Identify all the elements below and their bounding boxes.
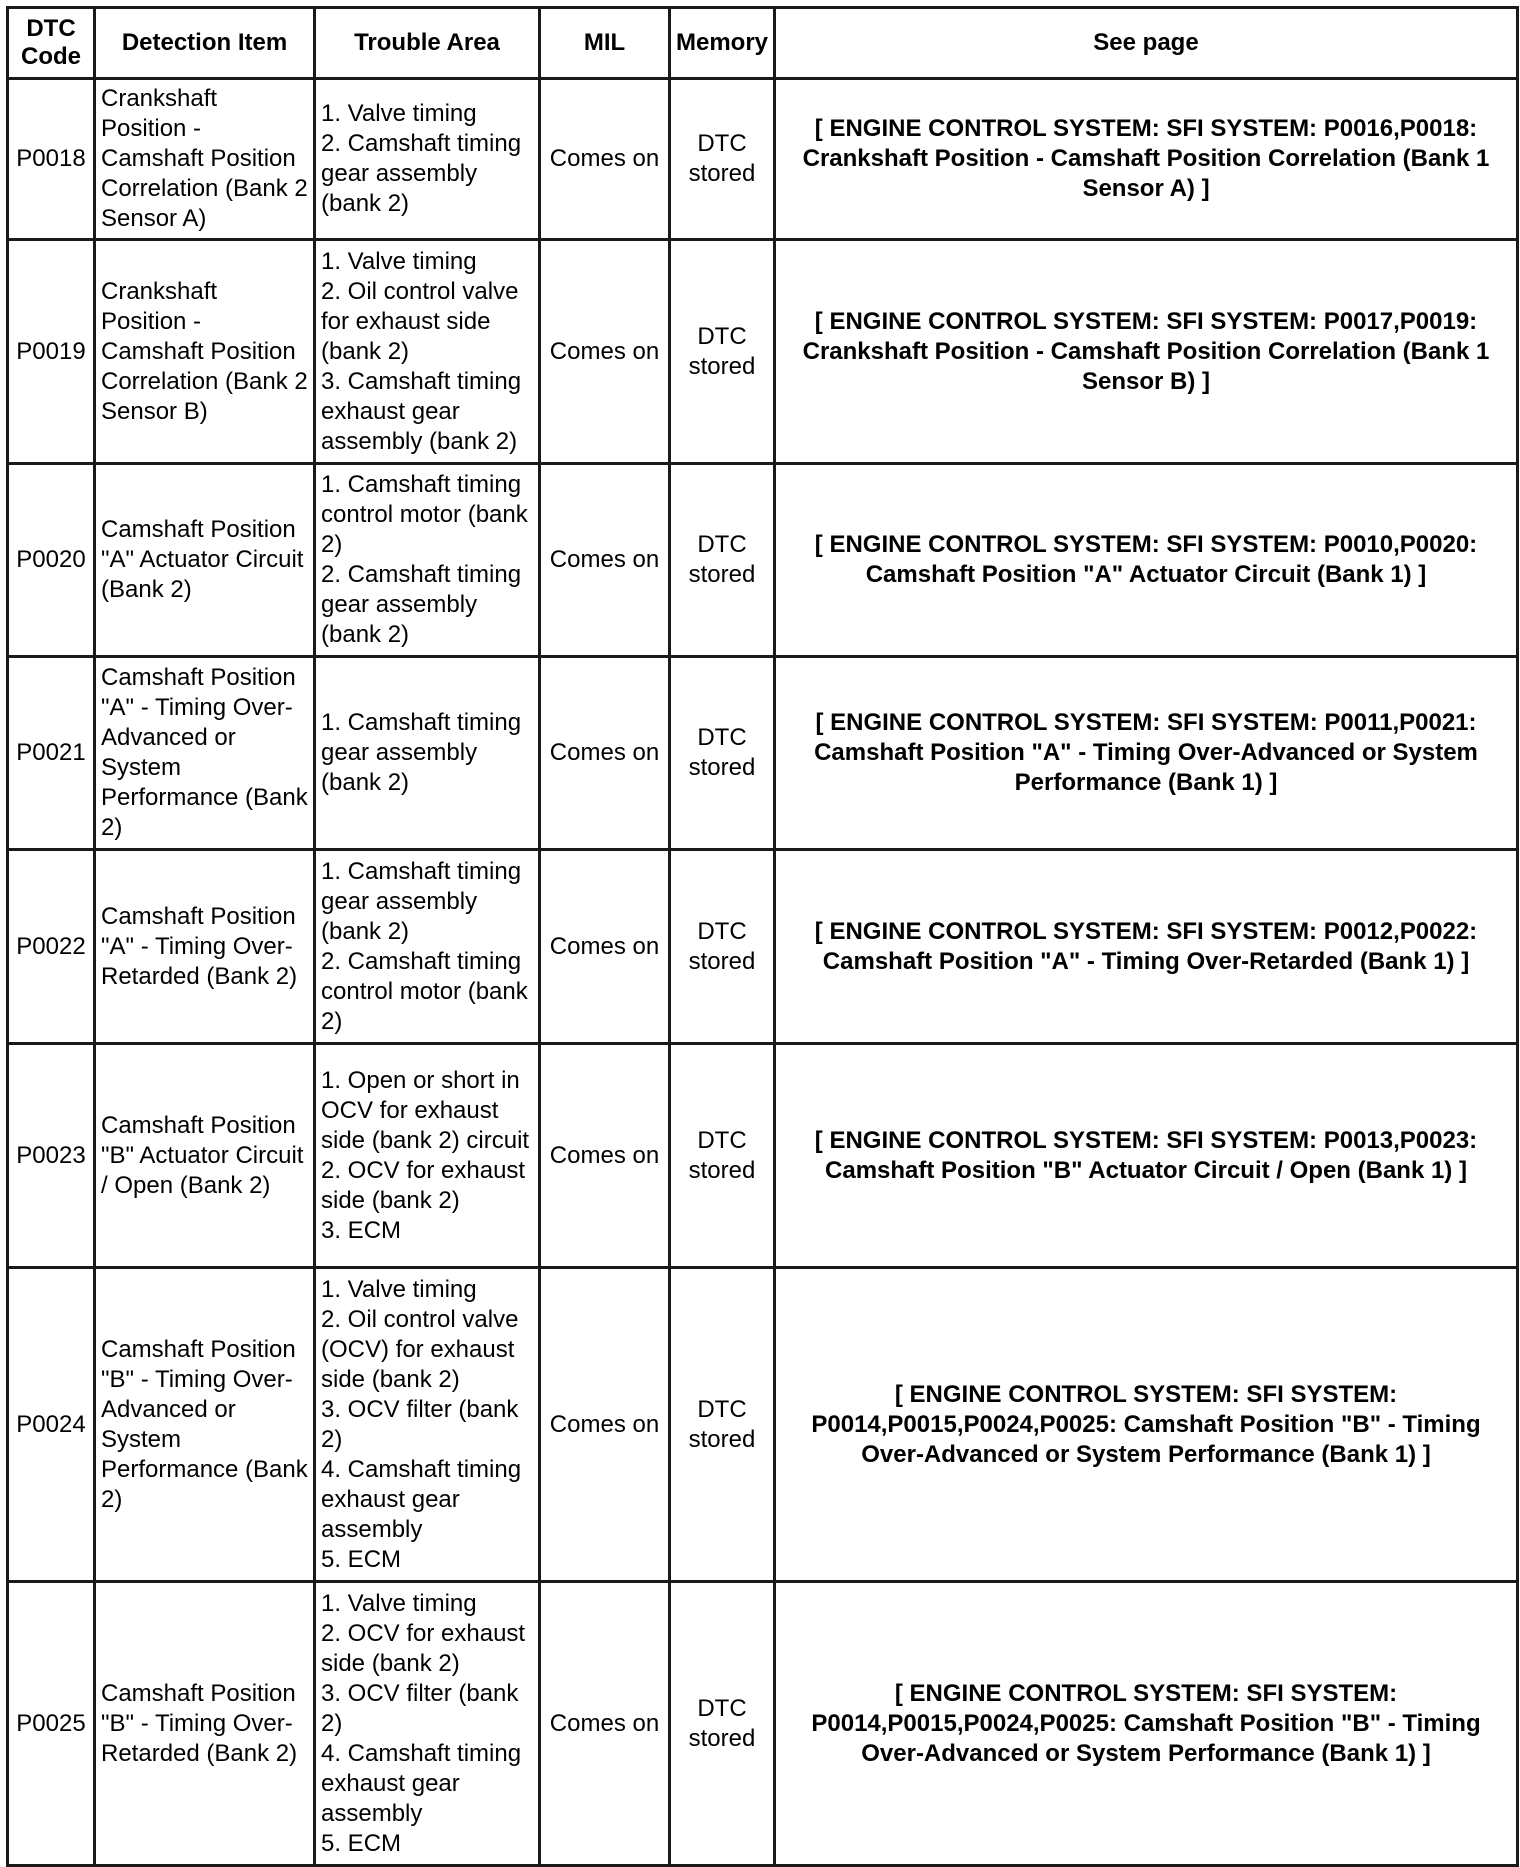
detection-item-cell: Camshaft Position "B" - Timing Over-Advanced or System Performance (Bank 2) bbox=[95, 1268, 315, 1582]
dtc-code-cell: P0018 bbox=[8, 79, 95, 240]
detection-item-cell: Camshaft Position "A" - Timing Over-Advanced or System Performance (Bank 2) bbox=[95, 657, 315, 850]
detection-item-cell: Camshaft Position "A" - Timing Over-Retarded (Bank 2) bbox=[95, 850, 315, 1044]
header-detection-item: Detection Item bbox=[95, 8, 315, 79]
detection-item-cell: Crankshaft Position - Camshaft Position Correlation (Bank 2 Sensor B) bbox=[95, 240, 315, 464]
trouble-area-cell: 1. Valve timing 2. Oil control valve for exhaust side (bank 2) 3. Camshaft timing exhaust gear assembly (bank 2) bbox=[315, 240, 540, 464]
dtc-code-cell: P0022 bbox=[8, 850, 95, 1044]
trouble-area-cell: 1. Open or short in OCV for exhaust side (bank 2) circuit 2. OCV for exhaust side (bank 2) 3. ECM bbox=[315, 1044, 540, 1268]
see-page-link[interactable]: [ ENGINE CONTROL SYSTEM: SFI SYSTEM: P0010,P0020: Camshaft Position "A" Actuator Circuit (Bank 1) ] bbox=[775, 464, 1518, 657]
mil-cell: Comes on bbox=[540, 657, 670, 850]
see-page-link[interactable]: [ ENGINE CONTROL SYSTEM: SFI SYSTEM: P0017,P0019: Crankshaft Position - Camshaft Position Correlation (Bank 1 Sensor B) ] bbox=[775, 240, 1518, 464]
dtc-code-cell: P0019 bbox=[8, 240, 95, 464]
see-page-link[interactable]: [ ENGINE CONTROL SYSTEM: SFI SYSTEM: P0016,P0018: Crankshaft Position - Camshaft Position Correlation (Bank 1 Sensor A) ] bbox=[775, 79, 1518, 240]
memory-cell: DTC stored bbox=[670, 240, 775, 464]
mil-cell: Comes on bbox=[540, 1582, 670, 1866]
see-page-link[interactable]: [ ENGINE CONTROL SYSTEM: SFI SYSTEM: P0014,P0015,P0024,P0025: Camshaft Position "B" - Timing Over-Advanced or System Performance (Bank 1) ] bbox=[775, 1268, 1518, 1582]
mil-cell: Comes on bbox=[540, 79, 670, 240]
memory-cell: DTC stored bbox=[670, 79, 775, 240]
mil-cell: Comes on bbox=[540, 1268, 670, 1582]
mil-cell: Comes on bbox=[540, 464, 670, 657]
mil-cell: Comes on bbox=[540, 1044, 670, 1268]
memory-cell: DTC stored bbox=[670, 1582, 775, 1866]
dtc-code-cell: P0020 bbox=[8, 464, 95, 657]
header-dtc-code: DTC Code bbox=[8, 8, 95, 79]
detection-item-cell: Camshaft Position "B" - Timing Over-Retarded (Bank 2) bbox=[95, 1582, 315, 1866]
table-row bbox=[8, 464, 1518, 657]
trouble-area-cell: 1. Valve timing 2. Camshaft timing gear assembly (bank 2) bbox=[315, 79, 540, 240]
mil-cell: Comes on bbox=[540, 240, 670, 464]
table-row bbox=[8, 79, 1518, 240]
table-row bbox=[8, 850, 1518, 1044]
detection-item-cell: Camshaft Position "A" Actuator Circuit (Bank 2) bbox=[95, 464, 315, 657]
table-row bbox=[8, 1268, 1518, 1582]
trouble-area-cell: 1. Valve timing 2. Oil control valve (OCV) for exhaust side (bank 2) 3. OCV filter (bank 2) 4. Camshaft timing exhaust gear assembly 5. ECM bbox=[315, 1268, 540, 1582]
memory-cell: DTC stored bbox=[670, 1268, 775, 1582]
detection-item-cell: Crankshaft Position - Camshaft Position Correlation (Bank 2 Sensor A) bbox=[95, 79, 315, 240]
table-row bbox=[8, 1582, 1518, 1866]
dtc-code-cell: P0023 bbox=[8, 1044, 95, 1268]
memory-cell: DTC stored bbox=[670, 464, 775, 657]
memory-cell: DTC stored bbox=[670, 657, 775, 850]
header-memory: Memory bbox=[670, 8, 775, 79]
header-mil: MIL bbox=[540, 8, 670, 79]
header-see-page: See page bbox=[775, 8, 1518, 79]
dtc-table bbox=[6, 6, 1519, 1867]
dtc-code-cell: P0024 bbox=[8, 1268, 95, 1582]
trouble-area-cell: 1. Valve timing 2. OCV for exhaust side (bank 2) 3. OCV filter (bank 2) 4. Camshaft timing exhaust gear assembly 5. ECM bbox=[315, 1582, 540, 1866]
table-row bbox=[8, 1044, 1518, 1268]
memory-cell: DTC stored bbox=[670, 850, 775, 1044]
mil-cell: Comes on bbox=[540, 850, 670, 1044]
detection-item-cell: Camshaft Position "B" Actuator Circuit / Open (Bank 2) bbox=[95, 1044, 315, 1268]
see-page-link[interactable]: [ ENGINE CONTROL SYSTEM: SFI SYSTEM: P0014,P0015,P0024,P0025: Camshaft Position "B" - Timing Over-Advanced or System Performance (Bank 1) ] bbox=[775, 1582, 1518, 1866]
see-page-link[interactable]: [ ENGINE CONTROL SYSTEM: SFI SYSTEM: P0011,P0021: Camshaft Position "A" - Timing Over-Advanced or System Performance (Bank 1) ] bbox=[775, 657, 1518, 850]
header-trouble-area: Trouble Area bbox=[315, 8, 540, 79]
trouble-area-cell: 1. Camshaft timing control motor (bank 2) 2. Camshaft timing gear assembly (bank 2) bbox=[315, 464, 540, 657]
dtc-code-cell: P0021 bbox=[8, 657, 95, 850]
table-row bbox=[8, 657, 1518, 850]
table-row bbox=[8, 240, 1518, 464]
dtc-code-cell: P0025 bbox=[8, 1582, 95, 1866]
header-row bbox=[8, 8, 1518, 79]
see-page-link[interactable]: [ ENGINE CONTROL SYSTEM: SFI SYSTEM: P0013,P0023: Camshaft Position "B" Actuator Circuit / Open (Bank 1) ] bbox=[775, 1044, 1518, 1268]
trouble-area-cell: 1. Camshaft timing gear assembly (bank 2) 2. Camshaft timing control motor (bank 2) bbox=[315, 850, 540, 1044]
memory-cell: DTC stored bbox=[670, 1044, 775, 1268]
trouble-area-cell: 1. Camshaft timing gear assembly (bank 2) bbox=[315, 657, 540, 850]
see-page-link[interactable]: [ ENGINE CONTROL SYSTEM: SFI SYSTEM: P0012,P0022: Camshaft Position "A" - Timing Over-Retarded (Bank 1) ] bbox=[775, 850, 1518, 1044]
